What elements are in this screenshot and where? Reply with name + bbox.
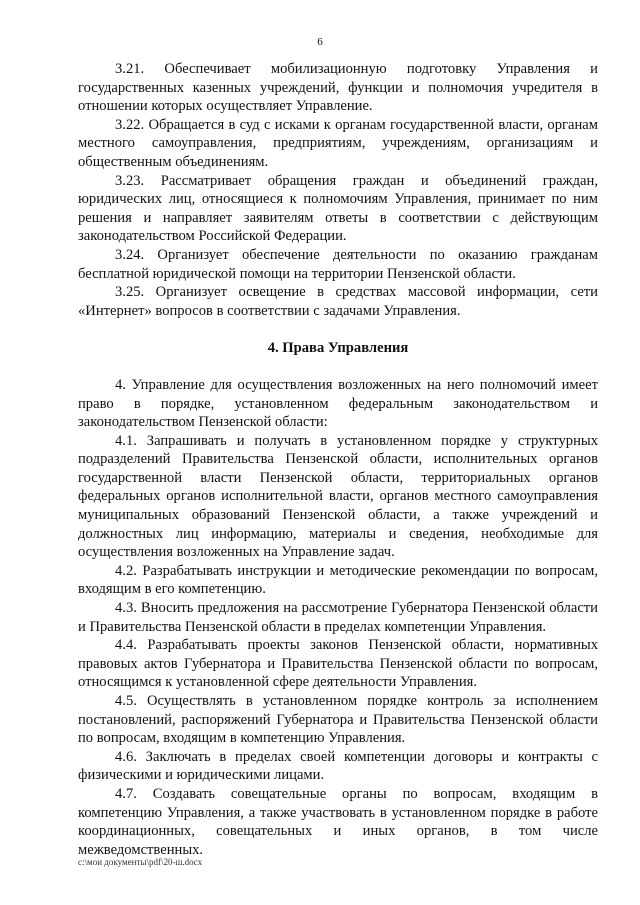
paragraph-3-25: 3.25. Организует освещение в средствах массовой информации, сети «Интернет» вопросов в соответствии с задачами Управления. <box>78 284 598 319</box>
paragraph-3-24: 3.24. Организует обеспечение деятельности по оказанию гражданам бесплатной юридической помощи на территории Пензенской области. <box>78 246 598 282</box>
paragraph-4-2: 4.2. Разрабатывать инструкции и методические рекомендации по вопросам, входящим в его компетенцию. <box>78 562 598 598</box>
paragraph-4-6: 4.6. Заключать в пределах своей компетенции договоры и контракты с физическими и юридическими лицами. <box>78 748 598 784</box>
paragraph-4-7: 4.7. Создавать совещательные органы по вопросам, входящим в компетенцию Управления, а также участвовать в установленном порядке в работе координационных, совещательных и иных органов, в том числе межведомственных. <box>78 785 598 858</box>
paragraph-3-23: 3.23. Рассматривает обращения граждан и объединений граждан, юридических лиц, относящиеся к полномочиям Управления, принимает по ним решения и направляет заявителям ответы в соответствии с действующим законодательством Российской Федерации. <box>78 172 598 245</box>
document-body <box>78 60 598 859</box>
paragraph-4-intro: 4. Управление для осуществления возложенных на него полномочий имеет право в порядке, установленном федеральным законодательством и законодательством Пензенской области: <box>78 376 598 431</box>
paragraph-4-5: 4.5. Осуществлять в установленном порядке контроль за исполнением постановлений, распоряжений Губернатора и Правительства Пензенской области по вопросам, входящим в компетенцию Управления. <box>78 693 598 747</box>
page-number: 6 <box>317 36 323 48</box>
paragraph-3-22: 3.22. Обращается в суд с исками к органам государственной власти, органам местного самоуправления, предприятиям, учреждениям, организациям и общественным объединениям. <box>78 116 598 170</box>
paragraph-3-21: 3.21. Обеспечивает мобилизационную подготовку Управления и государственных казенных учреждений, функции и полномочия учредителя в отношении которых осуществляет Управление. <box>78 61 598 115</box>
footer-file-path: c:\мои документы\pdf\20-ш.docx <box>78 857 203 867</box>
paragraph-4-3: 4.3. Вносить предложения на рассмотрение Губернатора Пензенской области и Правительства Пензенской области в пределах компетенции Управления. <box>78 600 598 635</box>
paragraph-4-4: 4.4. Разрабатывать проекты законов Пензенской области, нормативных правовых актов Губернатора и Правительства Пензенской области по вопросам, относящимся к установленной сфере деятельности Управления. <box>78 637 598 691</box>
section-title: 4. Права Управления <box>267 340 409 357</box>
paragraph-4-1: 4.1. Запрашивать и получать в установленном порядке у структурных подразделений Правительства Пензенской области, исполнительных органов государственной власти Пензенской области, территориальных органов федеральных органов исполнительной власти, органов местного самоуправления муниципальных образований Пензенской области, а также учреждений и должностных лиц информацию, материалы и сведения, необходимые для осуществления возложенных на Управление задач. <box>78 432 598 561</box>
